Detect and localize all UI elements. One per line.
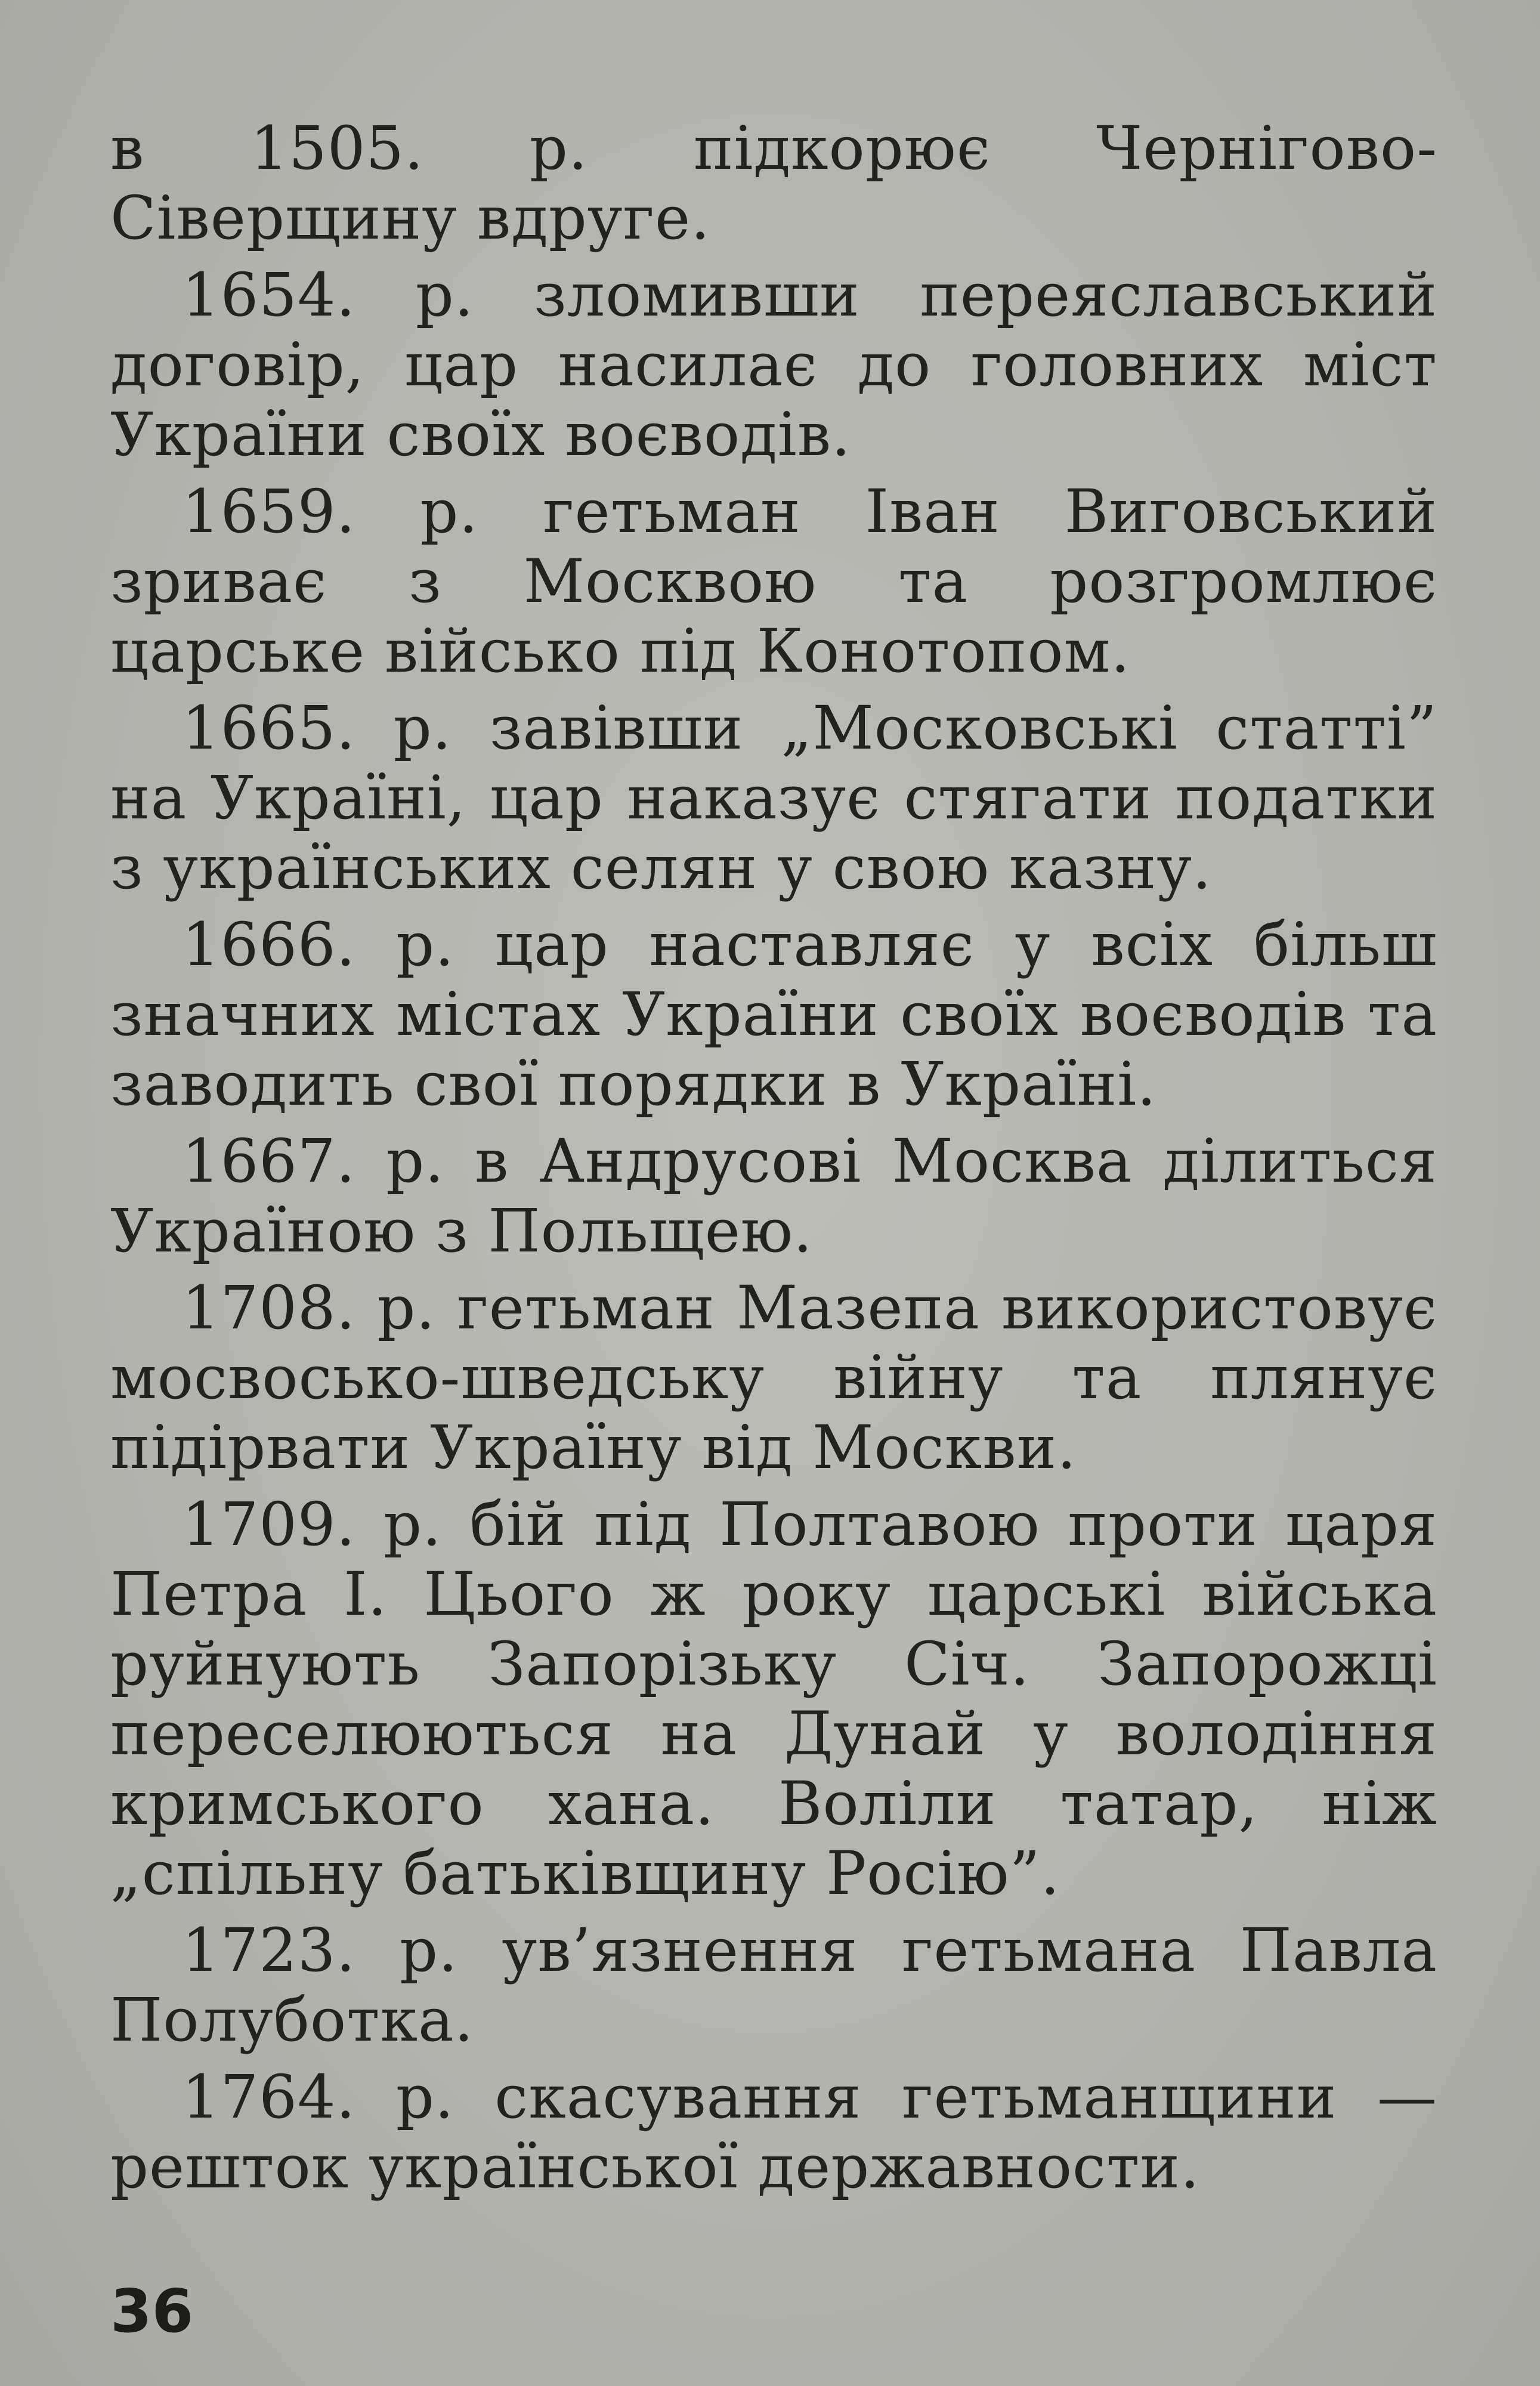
entry-1659: 1659. р. гетьман Іван Виговський зриває з Москвою та розгромлює царське військо під Конотопом. [110, 477, 1437, 686]
page-text [110, 113, 1437, 2209]
page-number: 36 [110, 2276, 194, 2346]
entry-1665: 1665. р. завівши „Московські статті” на Україні, цар наказує стягати податки з українських селян у свою казну. [110, 693, 1437, 903]
entry-1505: в 1505. р. підкорює Чернігово-Сіверщину вдруге. [110, 113, 1437, 253]
entry-1666: 1666. р. цар наставляє у всіх більш значних містах України своїх воєводів та заводить свої порядки в Україні. [110, 910, 1437, 1119]
entry-1709: 1709. р. бій під Полтавою проти царя Петра І. Цього ж року царські війська руйнують Запорізьку Січ. Запорожці переселюються на Дунай у володіння кримського хана. Воліли татар, ніж „спільну батьківщину Росію”. [110, 1489, 1437, 1908]
entry-1764: 1764. р. скасування гетьманщини — решток української державности. [110, 2062, 1437, 2202]
entry-1667: 1667. р. в Андрусові Москва ділиться Україною з Польщею. [110, 1126, 1437, 1266]
entry-1654: 1654. р. зломивши переяславський договір, цар насилає до головних міст України своїх воєводів. [110, 260, 1437, 469]
entry-1708: 1708. р. гетьман Мазепа використовує мосвосько-шведську війну та плянує підірвати Україну від Москви. [110, 1273, 1437, 1482]
entry-1723: 1723. р. ув’язнення гетьмана Павла Полуботка. [110, 1915, 1437, 2055]
